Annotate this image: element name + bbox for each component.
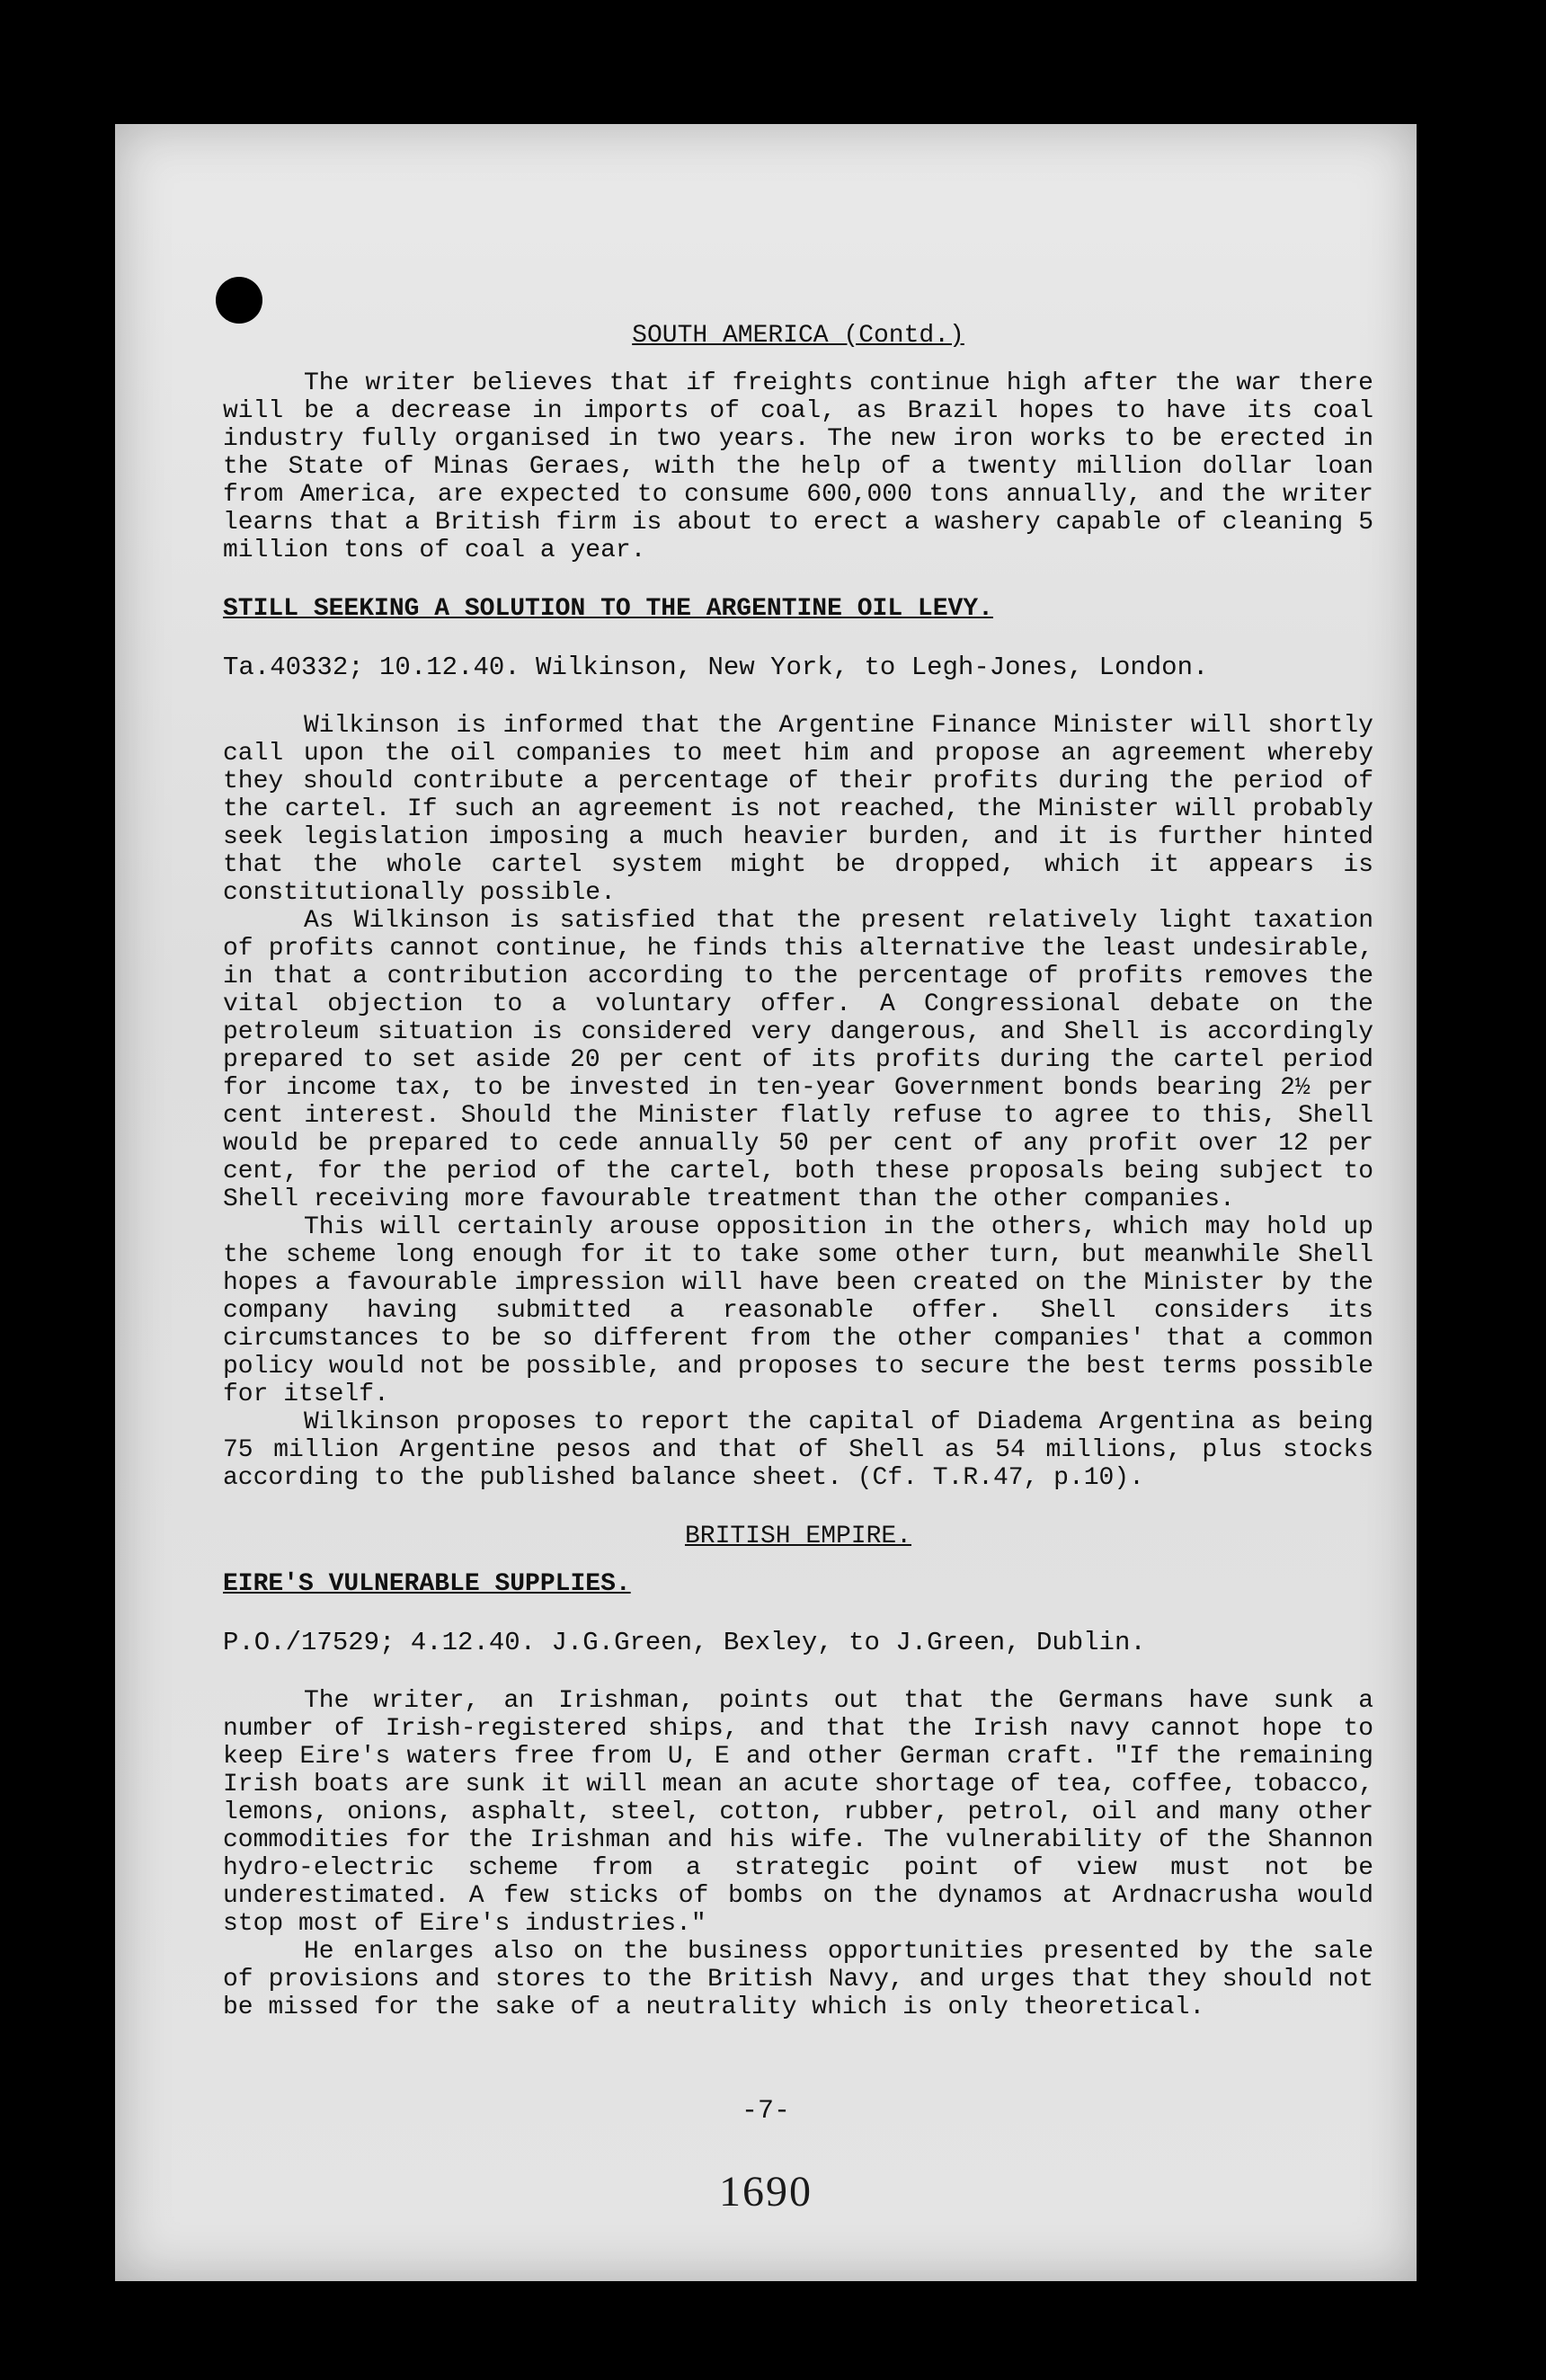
- document-page: [115, 124, 1417, 2281]
- heading-eire-supplies: EIRE'S VULNERABLE SUPPLIES.: [223, 1570, 631, 1598]
- folio-stamp: 1690: [719, 2168, 813, 2216]
- paragraph-capital: Wilkinson proposes to report the capital of Diadema Argentina as being 75 million Argentine pesos and that of Shell as 54 millions, plus stocks according to the published balance sheet. (Cf. T.R.47, p.10).: [223, 1408, 1373, 1492]
- paragraph-irishman: The writer, an Irishman, points out that the Germans have sunk a number of Irish-registered ships, and that the Irish navy cannot hope to keep Eire's waters free from U, E and other German craft. "If the remaining Irish boats are sunk it will mean an acute shortage of tea, coffee, tobacco, lemons, onions, asphalt, steel, cotton, rubber, petrol, oil and many other commodities for the Irishman and his wife. The vulnerability of the Shannon hydro-electric scheme from a strategic point of view must not be underestimated. A few sticks of bombs on the dynamos at Ardnacrusha would stop most of Eire's industries.": [223, 1687, 1373, 1938]
- page-number: -7-: [741, 2096, 790, 2127]
- section-title: SOUTH AMERICA (Contd.): [632, 322, 964, 350]
- paragraph-finance-minister: Wilkinson is informed that the Argentine Finance Minister will shortly call upon the oil companies to meet him and propose an agreement whereby they should contribute a percentage of their profits during the period of the cartel. If such an agreement is not reached, the Minister will probably seek legislation imposing a much heavier burden, and it is further hinted that the whole cartel system might be dropped, which it appears is constitutionally possible.: [223, 712, 1373, 907]
- punch-hole: [216, 277, 262, 324]
- paragraph-opposition: This will certainly arouse opposition in the others, which may hold up the scheme long enough for it to take some other turn, but meanwhile Shell hopes a favourable impression will have been created on the Minister by the company having submitted a reasonable offer. Shell considers its circumstances to be so different from the other companies' that a common policy would not be possible, and proposes to secure the best terms possible for itself.: [223, 1213, 1373, 1408]
- section-british-empire: BRITISH EMPIRE.: [684, 1523, 912, 1550]
- reference-line: P.O./17529; 4.12.40. J.G.Green, Bexley, to J.Green, Dublin.: [223, 1628, 1146, 1657]
- paragraph-business: He enlarges also on the business opportunities presented by the sale of provisions and stores to the British Navy, and urges that they should not be missed for the sake of a neutrality which is only theoretical.: [223, 1938, 1373, 2021]
- reference-line: Ta.40332; 10.12.40. Wilkinson, New York, to Legh-Jones, London.: [223, 653, 1209, 682]
- paragraph-taxation: As Wilkinson is satisfied that the present relatively light taxation of profits cannot continue, he finds this alternative the least undesirable, in that a contribution according to the percentage of profits removes the vital objection to a voluntary offer. A Congressional debate on the petroleum situation is considered very dangerous, and Shell is accordingly prepared to set aside 20 per cent of its profits during the cartel period for income tax, to be invested in ten-year Government bonds bearing 2½ per cent interest. Should the Minister flatly refuse to agree to this, Shell would be prepared to cede annually 50 per cent of any profit over 12 per cent, for the period of the cartel, both these proposals being subject to Shell receiving more favourable treatment than the other companies.: [223, 907, 1373, 1213]
- paragraph-coal: The writer believes that if freights continue high after the war there will be a decrease in imports of coal, as Brazil hopes to have its coal industry fully organised in two years. The new iron works to be erected in the State of Minas Geraes, with the help of a twenty million dollar loan from America, are expected to consume 600,000 tons annually, and the writer learns that a British firm is about to erect a washery capable of cleaning 5 million tons of coal a year.: [223, 369, 1373, 564]
- heading-argentine-oil-levy: STILL SEEKING A SOLUTION TO THE ARGENTINE OIL LEVY.: [223, 595, 993, 623]
- page-content: [223, 322, 1373, 2021]
